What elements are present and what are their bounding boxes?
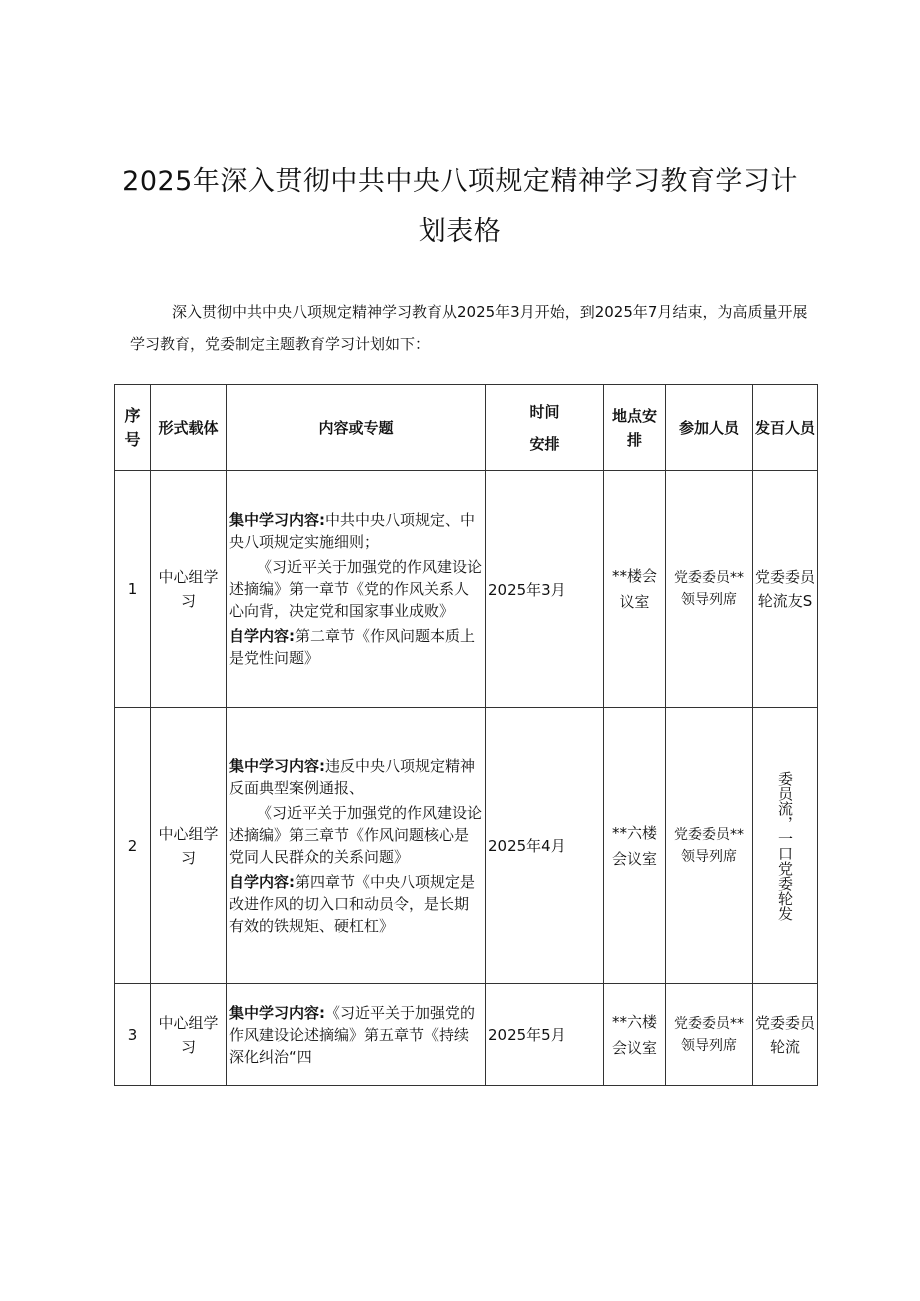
row-location: **楼会议室	[604, 471, 666, 708]
row-content	[227, 708, 486, 984]
table-row	[115, 708, 818, 984]
self-text: 第四章节《中央八项规定是改进作风的切入口和动员令，是长期有效的铁规矩、硬杠杠》	[229, 872, 476, 935]
row-form: 中心组学习	[151, 471, 227, 708]
row-content	[227, 471, 486, 708]
focus-label: 集中学习内容:	[229, 511, 325, 529]
row-number: 3	[115, 984, 151, 1086]
row-content	[227, 984, 486, 1086]
row-form: 中心组学习	[151, 984, 227, 1086]
table-row	[115, 471, 818, 708]
row-time: 2025年4月	[486, 708, 604, 984]
focus-label: 集中学习内容:	[229, 756, 325, 775]
header-participants: 参加人员	[666, 385, 753, 471]
row-speakers	[753, 708, 818, 984]
row-number: 2	[115, 708, 151, 984]
study-plan-table	[114, 384, 818, 1086]
row-speakers: 党委委员轮流	[753, 984, 818, 1086]
focus-text: 《习近平关于加强党的作风建设论述摘编》第五章节《持续深化纠治“四	[229, 1003, 476, 1066]
focus-text: 中共中央八项规定、中央八项规定实施细则；	[229, 511, 476, 551]
content-focus	[229, 1002, 483, 1068]
focus-label: 集中学习内容:	[229, 1003, 325, 1022]
page-title-line2: 划表格	[418, 216, 502, 247]
row-location: **六楼会议室	[604, 708, 666, 984]
row-participants: 党委委员**领导列席	[666, 471, 753, 708]
header-content: 内容或专题	[227, 385, 486, 471]
row-speakers: 党委委员轮流友S	[753, 471, 818, 708]
row-participants: 党委委员**领导列席	[666, 708, 753, 984]
table-header-row	[115, 385, 818, 471]
header-speakers: 发百人员	[753, 385, 818, 471]
row-location: **六楼会议室	[604, 984, 666, 1086]
content-self	[229, 625, 483, 669]
speakers-vertical-text: 委员流，一口党委轮发	[776, 770, 794, 921]
self-label: 自学内容:	[229, 872, 295, 891]
header-time	[486, 385, 604, 471]
self-label: 自学内容:	[229, 627, 295, 645]
content-book: 《习近平关于加强党的作风建设论述摘编》第一章节《党的作风关系人心向背，决定党和国家事业成败》	[229, 558, 483, 620]
row-number: 1	[115, 471, 151, 708]
row-time: 2025年5月	[486, 984, 604, 1086]
header-time-line1: 时间	[529, 402, 560, 421]
table-row	[115, 984, 818, 1086]
self-text: 第二章节《作风问题本质上是党性问题》	[229, 627, 476, 667]
header-form: 形式载体	[151, 385, 227, 471]
row-participants: 党委委员**领导列席	[666, 984, 753, 1086]
header-time-line2: 安排	[529, 434, 560, 453]
header-location: 地点安排	[604, 385, 666, 471]
row-form: 中心组学习	[151, 708, 227, 984]
content-book: 《习近平关于加强党的作风建设论述摘编》第三章节《作风问题核心是党同人民群众的关系问题》	[229, 803, 483, 866]
content-self	[229, 871, 483, 937]
row-time: 2025年3月	[486, 471, 604, 708]
page-title-line1: 2025年深入贯彻中共中央八项规定精神学习教育学习计	[122, 166, 798, 197]
header-no: 序号	[115, 385, 151, 471]
content-focus	[229, 755, 483, 799]
content-focus	[229, 509, 483, 553]
intro-paragraph: 深入贯彻中共中央八项规定精神学习教育从2025年3月开始，到2025年7月结束，为高质量开展学习教育，党委制定主题教育学习计划如下：	[130, 303, 808, 353]
focus-text: 违反中央八项规定精神反面典型案例通报、	[229, 756, 476, 797]
